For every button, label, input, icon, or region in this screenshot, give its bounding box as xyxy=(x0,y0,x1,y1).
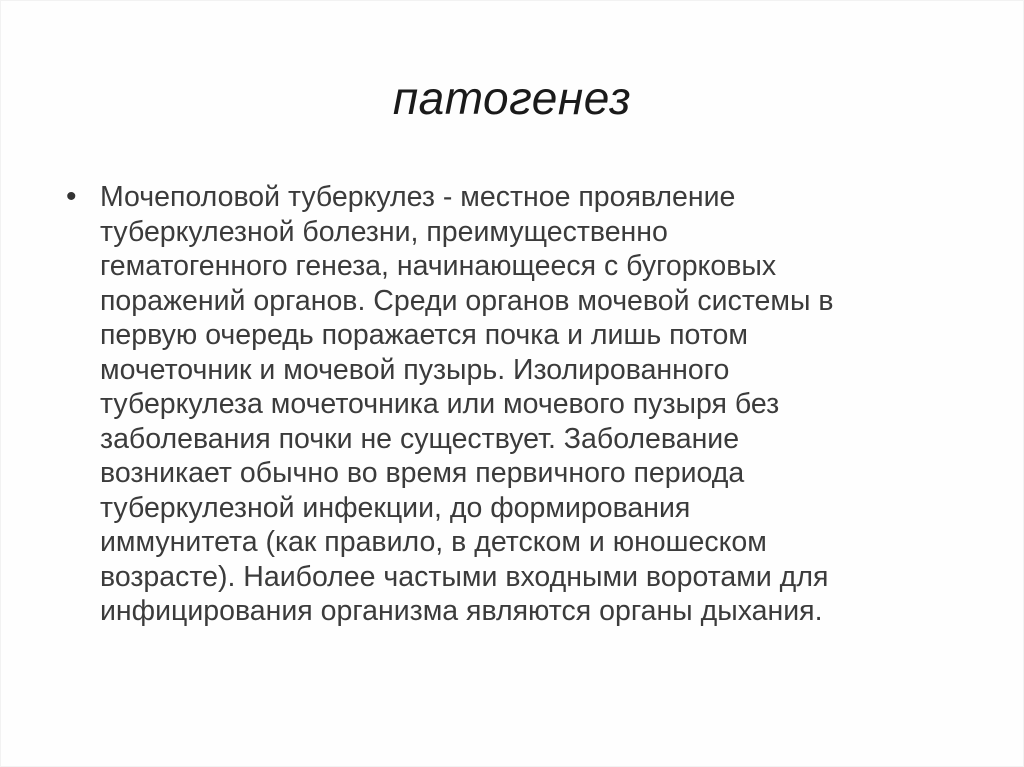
text-line: возрасте). Наиболее частыми входными воротами для xyxy=(100,560,829,593)
text-line: инфицирования организма являются органы дыхания. xyxy=(100,595,823,627)
text-line: Мочеполовой туберкулез - местное проявление xyxy=(100,181,736,213)
text-line: туберкулезной инфекции, до формирования xyxy=(100,491,691,524)
text-line: поражений органов. Среди органов мочевой системы в xyxy=(100,284,834,317)
text-line: первую очередь поражается почка и лишь потом xyxy=(100,319,748,351)
bullet-marker: • xyxy=(66,180,77,213)
text-line: иммунитета (как правило, в детском и юношеском xyxy=(100,526,767,558)
text-line: возникает обычно во время первичного периода xyxy=(100,457,745,489)
text-line: заболевания почки не существует. Заболевание xyxy=(100,422,740,455)
slide-content xyxy=(66,180,966,629)
bullet-text xyxy=(100,180,966,629)
text-line: мочеточник и мочевой пузырь. Изолированного xyxy=(100,353,730,386)
slide-title: патогенез xyxy=(392,72,632,124)
text-line: туберкулеза мочеточника или мочевого пузыря без xyxy=(100,388,780,420)
bullet-item xyxy=(66,180,966,629)
text-line: туберкулезной болезни, преимущественно xyxy=(100,215,668,248)
text-line: гематогенного генеза, начинающееся с бугорковых xyxy=(100,250,777,282)
